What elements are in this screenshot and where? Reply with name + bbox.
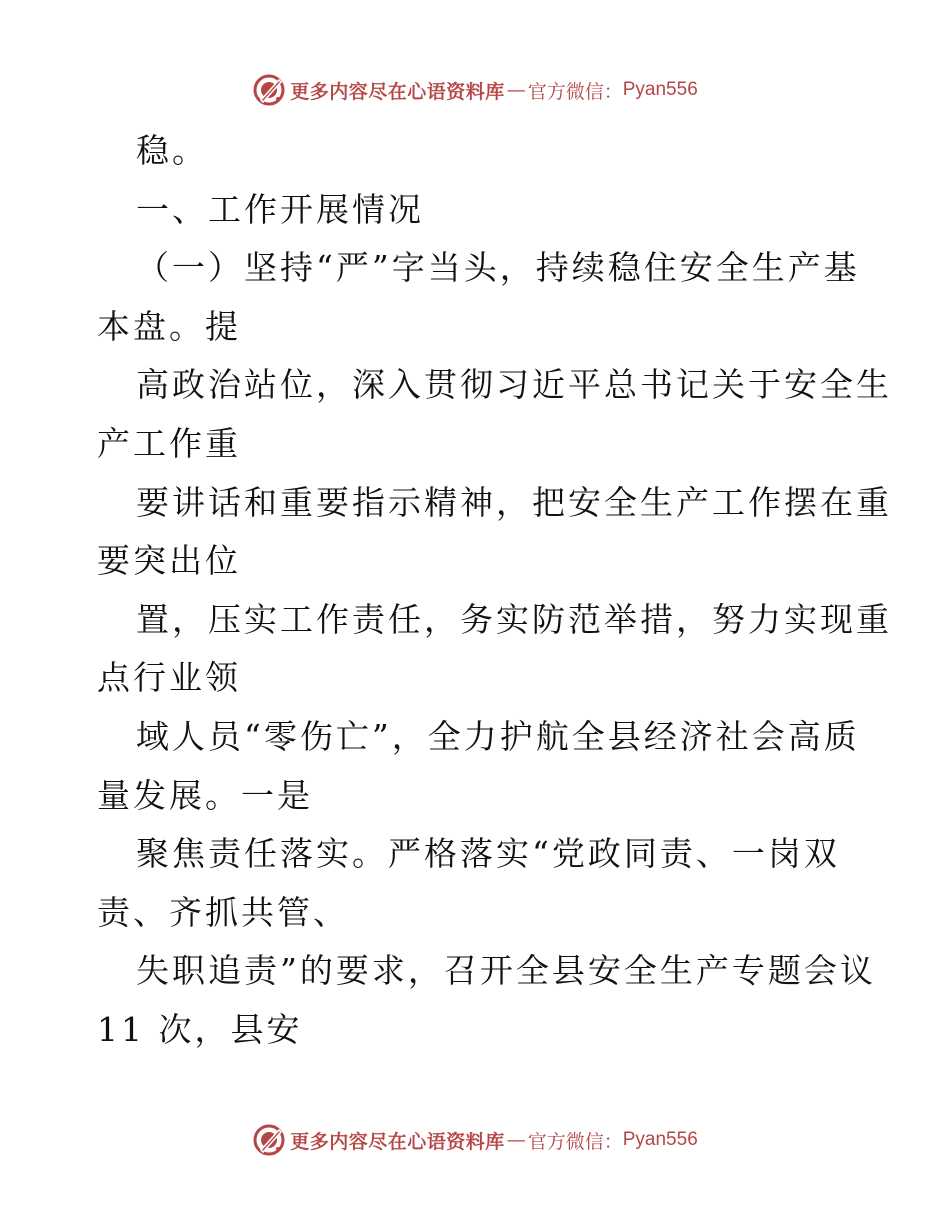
header-banner	[0, 70, 950, 110]
body-line: 量发展。一是	[97, 775, 313, 815]
body-line: 责、齐抓共管、	[97, 892, 349, 932]
body-line: （一）坚持“严”字当头，持续稳住安全生产基	[136, 248, 860, 288]
body-line: 高政治站位，深入贯彻习近平总书记关于安全生	[136, 365, 892, 405]
body-line: 稳。	[136, 131, 208, 170]
document-body	[97, 122, 892, 1060]
footer-wechat-label: 官方微信：	[527, 1131, 623, 1153]
body-line: 域人员“零伤亡”，全力护航全县经济社会高质	[136, 716, 860, 756]
body-line: 一、工作开展情况	[136, 189, 424, 229]
body-line: 本盘。提	[97, 306, 241, 346]
header-text: 更多内容尽在心语资料库	[290, 80, 505, 103]
footer-text: 更多内容尽在心语资料库	[290, 1130, 505, 1153]
body-line: 聚焦责任落实。严格落实“党政同责、一岗双	[136, 834, 840, 874]
body-line: 失职追责”的要求，召开全县安全生产专题会议	[136, 951, 876, 991]
footer-banner	[0, 1120, 950, 1160]
pen-logo-icon	[252, 73, 286, 107]
body-line: 11 次，县安	[97, 1009, 303, 1049]
header-wechat-id: Pyan556	[622, 79, 698, 100]
pen-logo-icon	[252, 1123, 286, 1157]
header-wechat-label: 官方微信：	[527, 81, 623, 103]
body-line: 要讲话和重要指示精神，把安全生产工作摆在重	[136, 482, 892, 522]
footer-separator: —	[506, 1129, 526, 1151]
body-line: 点行业领	[97, 658, 241, 698]
footer-wechat-id: Pyan556	[622, 1129, 698, 1150]
body-line: 产工作重	[97, 423, 241, 463]
body-line: 置，压实工作责任，务实防范举措，努力实现重	[136, 599, 892, 639]
header-separator: —	[506, 79, 526, 101]
body-line: 要突出位	[97, 541, 241, 581]
